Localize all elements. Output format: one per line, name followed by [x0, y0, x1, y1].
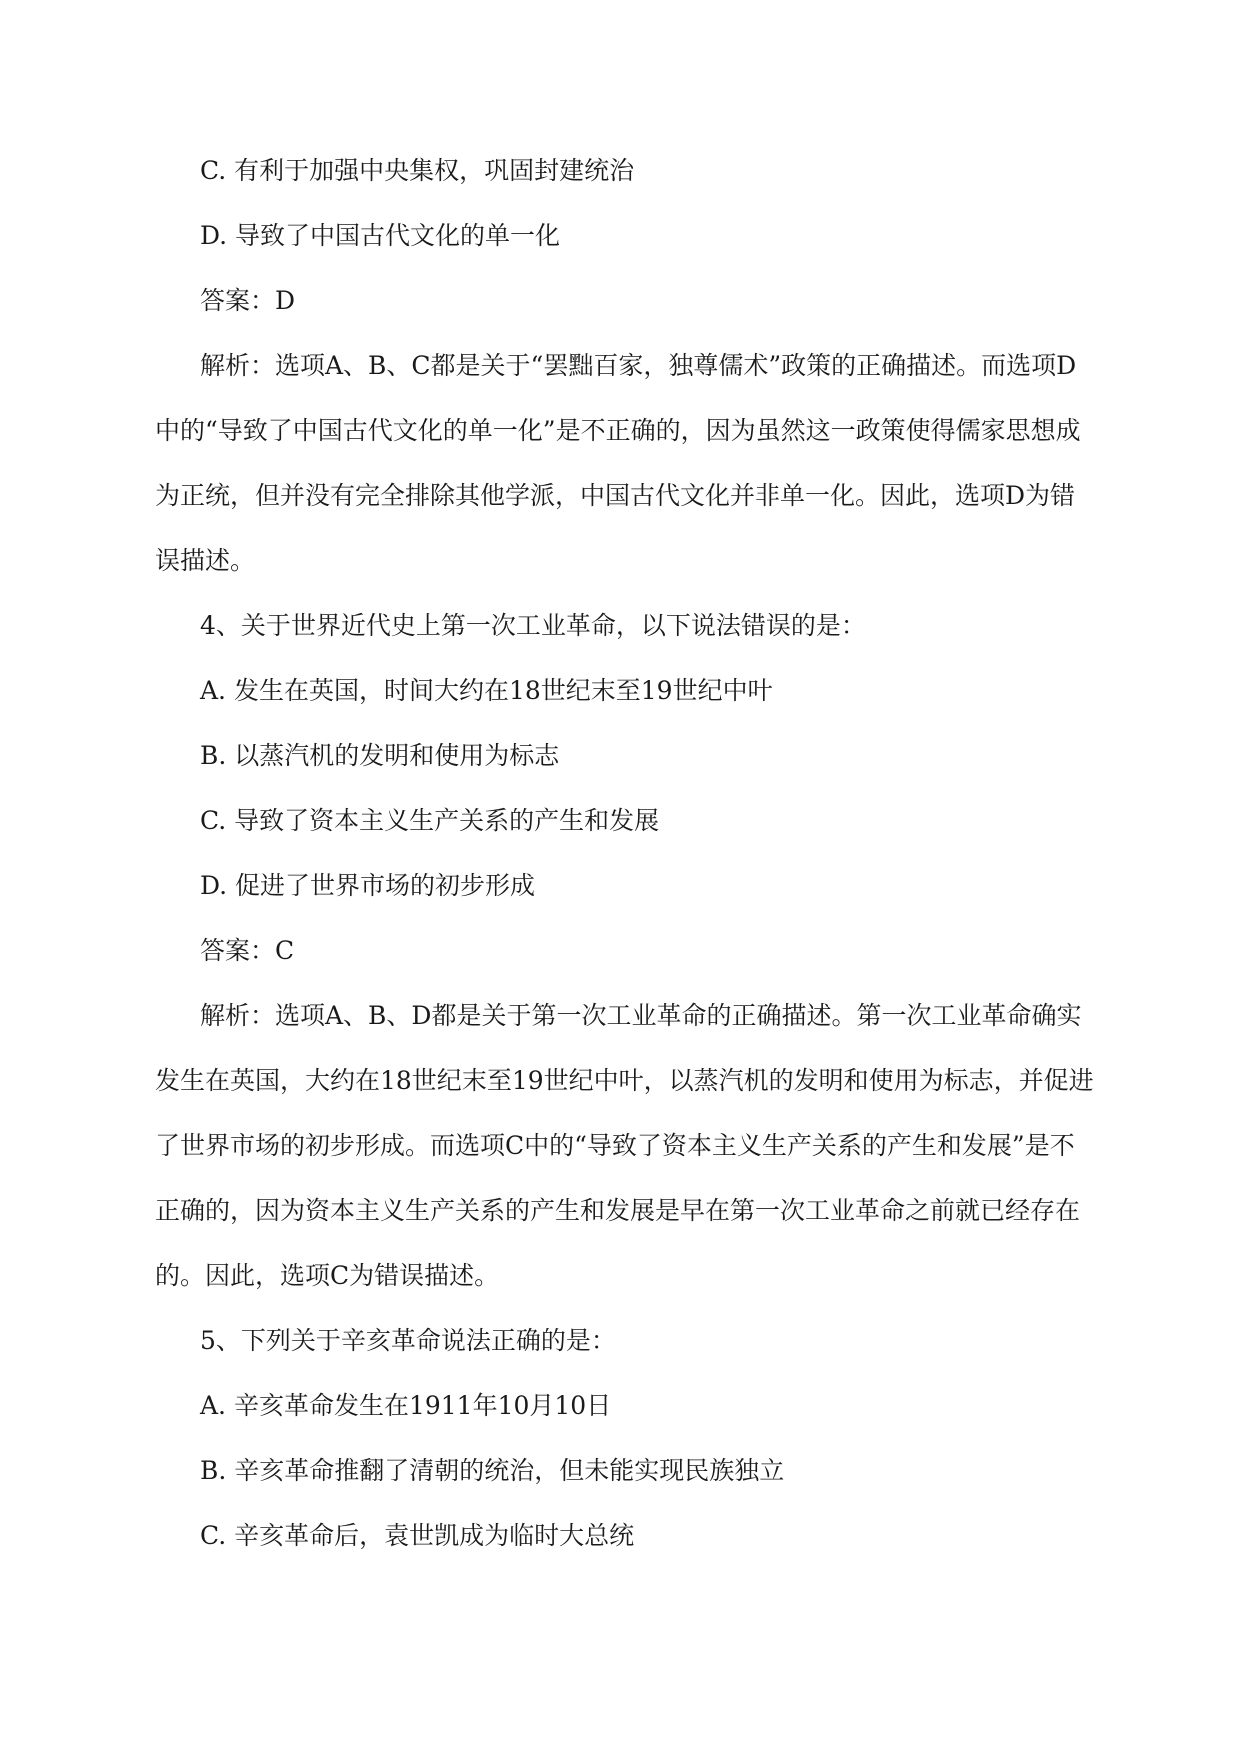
explanation-q3: 解析：选项A、B、C都是关于“罢黜百家，独尊儒术”政策的正确描述。而选项D中的“导致了中国古代文化的单一化”是不正确的，因为虽然这一政策使得儒家思想成为正统，但并没有完全排除其他学派，中国古代文化并非单一化。因此，选项D为错误描述。 — [155, 351, 1081, 575]
question-4: 4、关于世界近代史上第一次工业革命，以下说法错误的是： — [200, 611, 866, 640]
option-a-q5: A. 辛亥革命发生在1911年10月10日 — [200, 1391, 612, 1420]
option-c-q4: C. 导致了资本主义生产关系的产生和发展 — [200, 806, 660, 835]
option-c-q3: C. 有利于加强中央集权，巩固封建统治 — [200, 156, 635, 185]
option-b-q5: B. 辛亥革命推翻了清朝的统治，但未能实现民族独立 — [200, 1456, 785, 1485]
option-d-q3: D. 导致了中国古代文化的单一化 — [200, 221, 561, 250]
explanation-q4: 解析：选项A、B、D都是关于第一次工业革命的正确描述。第一次工业革命确实发生在英国，大约在18世纪末至19世纪中叶，以蒸汽机的发明和使用为标志，并促进了世界市场的初步形成。而选项C中的“导致了资本主义生产关系的产生和发展”是不正确的，因为资本主义生产关系的产生和发展是早在第一次工业革命之前就已经存在的。因此，选项C为错误描述。 — [155, 1001, 1094, 1290]
option-c-q5: C. 辛亥革命后，袁世凯成为临时大总统 — [200, 1521, 635, 1550]
document-body — [155, 138, 1095, 1568]
question-5: 5、下列关于辛亥革命说法正确的是： — [200, 1326, 616, 1355]
option-b-q4: B. 以蒸汽机的发明和使用为标志 — [200, 741, 560, 770]
answer-q3: 答案：D — [200, 286, 296, 315]
answer-q4: 答案：C — [200, 936, 295, 965]
option-a-q4: A. 发生在英国，时间大约在18世纪末至19世纪中叶 — [200, 676, 773, 705]
option-d-q4: D. 促进了世界市场的初步形成 — [200, 871, 536, 900]
